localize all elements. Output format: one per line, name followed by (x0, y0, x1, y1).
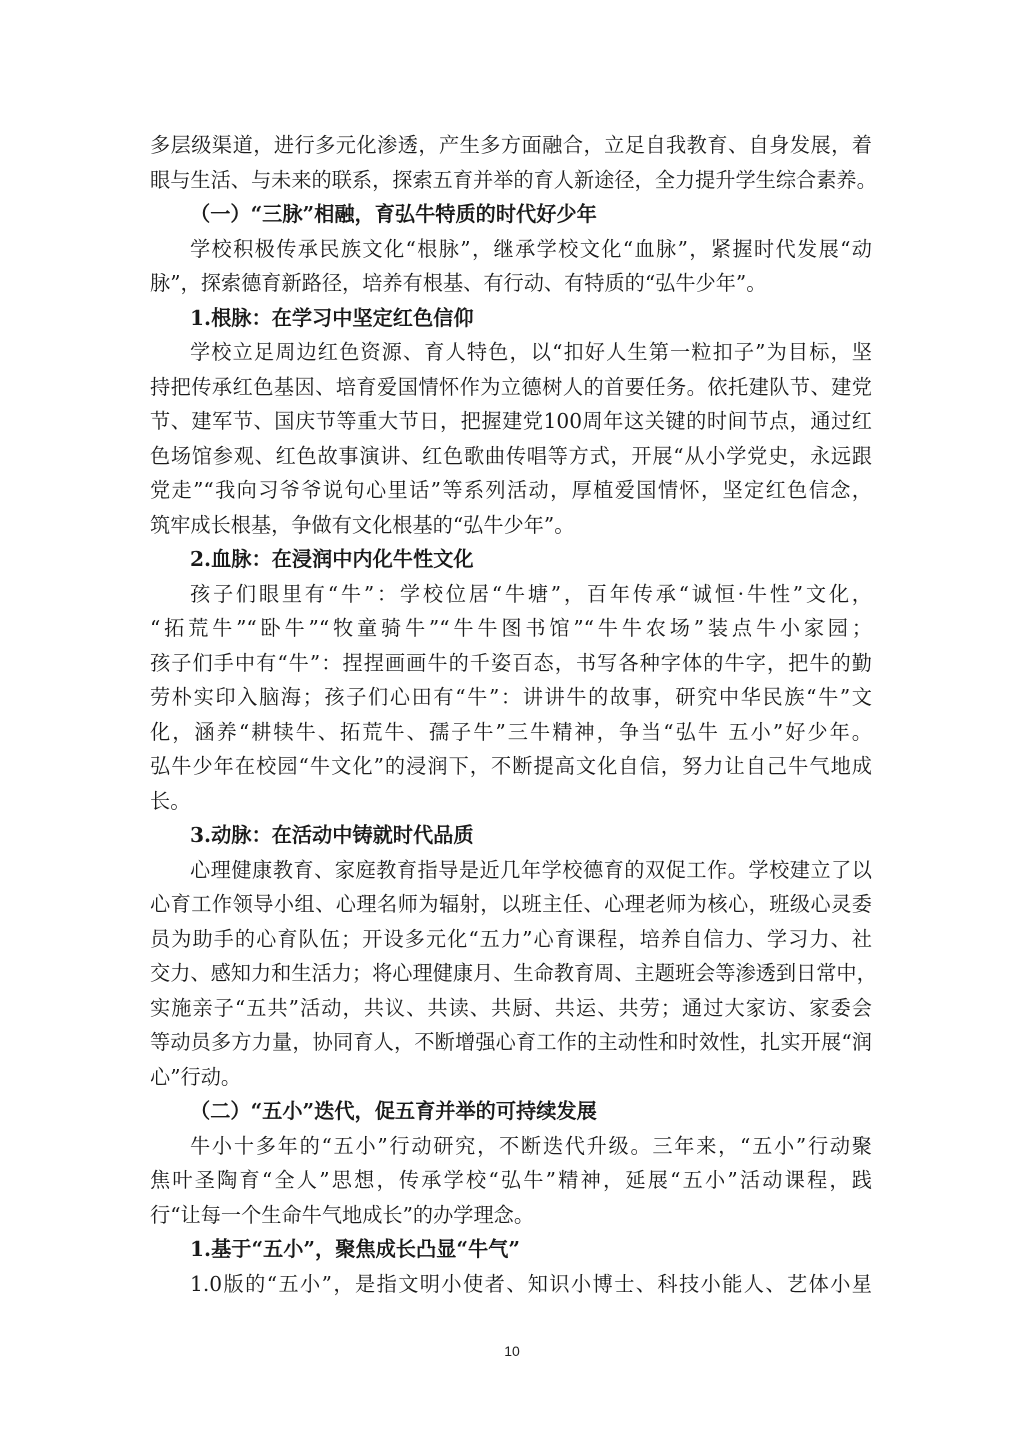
text-line: 长。 (150, 788, 191, 813)
text-line: “拓荒牛”“卧牛”“牧童骑牛”“牛牛图书馆”“牛牛农场”装点牛小家园； (150, 616, 872, 640)
text-line: 眼与生活、与未来的联系，探索五育并举的育人新途径，全力提升学生综合素养。 (150, 167, 877, 192)
section-heading: 1.根脉：在学习中坚定红色信仰 (190, 305, 474, 330)
text-line: 节、建军节、国庆节等重大节日，把握建党100周年这关键的时间节点，通过红 (150, 409, 872, 433)
text-line: 心育工作领导小组、心理名师为辐射，以班主任、心理老师为核心，班级心灵委 (150, 892, 872, 916)
section-heading: 1.基于“五小”，聚焦成长凸显“牛气” (190, 1237, 520, 1261)
text-line: 筑牢成长根基，争做有文化根基的“弘牛少年”。 (150, 512, 575, 537)
text-line: 等动员多方力量，协同育人，不断增强心育工作的主动性和时效性，扎实开展“润 (150, 1030, 872, 1054)
text-line: 交力、感知力和生活力；将心理健康月、生命教育周、主题班会等渗透到日常中， (150, 961, 877, 985)
text-line: 学校立足周边红色资源、育人特色，以“扣好人生第一粒扣子”为目标，坚 (190, 340, 872, 364)
text-line: 持把传承红色基因、培育爱国情怀作为立德树人的首要任务。依托建队节、建党 (150, 374, 872, 399)
text-line: 焦叶圣陶育“全人”思想，传承学校“弘牛”精神，延展“五小”活动课程，践 (150, 1168, 872, 1192)
text-line: 心”行动。 (150, 1064, 242, 1089)
section-heading: 3.动脉：在活动中铸就时代品质 (190, 823, 474, 847)
section-heading: 2.血脉：在浸润中内化牛性文化 (190, 547, 474, 571)
text-line: 色场馆参观、红色故事演讲、红色歌曲传唱等方式，开展“从小学党史，永远跟 (150, 443, 872, 468)
text-line: 弘牛少年在校园“牛文化”的浸润下，不断提高文化自信，努力让自己牛气地成 (150, 754, 872, 778)
text-line: 孩子们眼里有“牛”：学校位居“牛塘”，百年传承“诚恒·牛性”文化， (190, 581, 872, 606)
section-heading: （二）“五小”迭代，促五育并举的可持续发展 (190, 1099, 597, 1123)
section-heading: （一）“三脉”相融，育弘牛特质的时代好少年 (190, 202, 597, 226)
text-line: 实施亲子“五共”活动，共议、共读、共厨、共运、共劳；通过大家访、家委会 (150, 995, 872, 1020)
text-line: 党走”“我向习爷爷说句心里话”等系列活动，厚植爱国情怀，坚定红色信念， (150, 478, 872, 502)
text-line: 多层级渠道，进行多元化渗透，产生多方面融合，立足自我教育、自身发展，着 (150, 133, 872, 157)
text-line: 牛小十多年的“五小”行动研究，不断迭代升级。三年来，“五小”行动聚 (190, 1133, 872, 1158)
text-line: 心理健康教育、家庭教育指导是近几年学校德育的双促工作。学校建立了以 (190, 857, 872, 882)
text-line: 化，涵养“耕犊牛、拓荒牛、孺子牛”三牛精神，争当“弘牛 五小”好少年。 (150, 719, 872, 744)
body-text (150, 128, 877, 1301)
text-line: 行“让每一个生命牛气地成长”的办学理念。 (150, 1202, 535, 1227)
text-line: 孩子们手中有“牛”：捏捏画画牛的千姿百态，书写各种字体的牛字，把牛的勤 (150, 650, 872, 675)
text-line: 脉”，探索德育新路径，培养有根基、有行动、有特质的“弘牛少年”。 (150, 271, 767, 295)
text-line: 1.0版的“五小”，是指文明小使者、知识小博士、科技小能人、艺体小星 (190, 1271, 872, 1296)
page-number: 10 (504, 1343, 520, 1359)
text-line: 劳朴实印入脑海；孩子们心田有“牛”：讲讲牛的故事，研究中华民族“牛”文 (150, 685, 872, 709)
text-line: 学校积极传承民族文化“根脉”，继承学校文化“血脉”，紧握时代发展“动 (190, 236, 872, 261)
text-line: 员为助手的心育队伍；开设多元化“五力”心育课程，培养自信力、学习力、社 (150, 926, 872, 951)
